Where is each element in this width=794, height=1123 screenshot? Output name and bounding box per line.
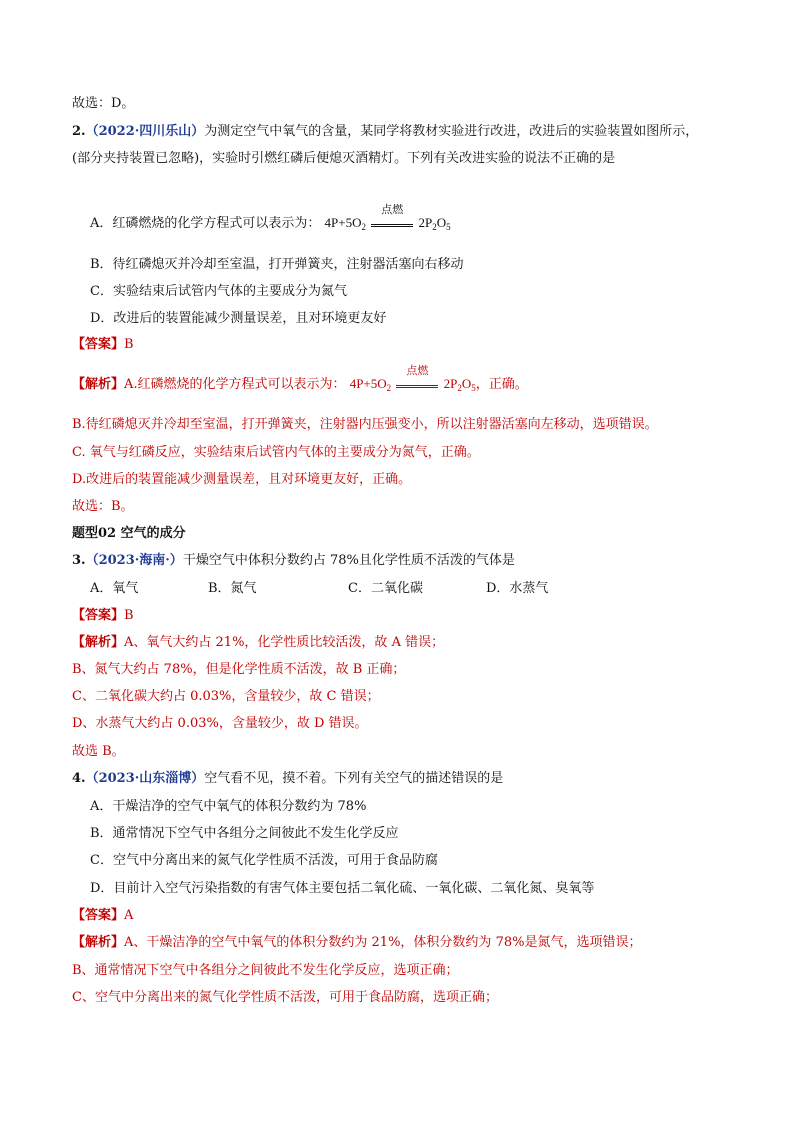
question-number: 4.	[72, 771, 86, 786]
question-3-analysis-b: B、氮气大约占 78%，但是化学性质不活泼，故 B 正确；	[72, 662, 406, 677]
question-text: 为测定空气中氧气的含量，某同学将教材实验进行改进，改进后的实验装置如图所示，	[204, 124, 699, 139]
chemical-equation	[324, 204, 451, 232]
subscript: 2	[361, 222, 366, 232]
question-3-answer	[72, 607, 134, 625]
answer-value: A	[124, 908, 134, 923]
question-2-option-c: C．实验结束后试管内气体的主要成分为氮气	[90, 284, 347, 299]
products: 2P	[418, 215, 433, 230]
subscript: 2	[457, 383, 462, 393]
question-source: （2023·山东淄博）	[85, 771, 205, 786]
question-number: 3.	[72, 553, 86, 568]
question-4-analysis-c: C、空气中分离出来的氮气化学性质不活泼，可用于食品防腐，选项正确；	[72, 990, 498, 1005]
section-heading: 题型02 空气的成分	[72, 526, 186, 541]
answer-label: 【答案】	[72, 608, 125, 623]
question-3-conclusion: 故选 B。	[72, 744, 125, 759]
question-3-analysis-c: C、二氧化碳大约占 0.03%，含量较少，故 C 错误；	[72, 689, 380, 704]
subscript: 5	[471, 383, 476, 393]
answer-label: 【答案】	[72, 337, 125, 352]
question-3-analysis-a	[72, 634, 444, 652]
question-source: （2022·四川乐山）	[85, 124, 205, 139]
products-o: O	[436, 215, 447, 230]
reactants: 4P+5O	[324, 215, 362, 230]
reactants: 4P+5O	[349, 376, 387, 391]
question-3-options	[90, 580, 548, 598]
option-c: C．二氧化碳	[348, 581, 423, 596]
answer-value: B	[124, 337, 134, 352]
question-2-option-d: D．改进后的装置能减少测量误差，且对环境更友好	[90, 311, 387, 326]
question-2-analysis-a	[72, 365, 528, 394]
question-number: 2.	[72, 124, 86, 139]
question-2-stem	[72, 123, 698, 141]
question-4-stem	[72, 770, 503, 788]
question-4-answer	[72, 907, 133, 925]
analysis-text: A、氧气大约占 21%，化学性质比较活泼，故 A 错误；	[124, 635, 445, 650]
reaction-condition	[396, 365, 438, 388]
prev-answer-end: 故选：D。	[72, 96, 135, 111]
question-2-answer	[72, 336, 134, 354]
equation-bar	[396, 385, 438, 388]
question-4-option-d: D．目前计入空气污染指数的有害气体主要包括二氧化硫、一氧化碳、二氧化氮、臭氧等	[90, 881, 595, 896]
analysis-label: 【解析】	[72, 377, 125, 392]
question-4-option-a: A．干燥洁净的空气中氧气的体积分数约为 78%	[90, 799, 367, 814]
analysis-tail: ，正确。	[475, 377, 528, 392]
question-2-option-b: B．待红磷熄灭并冷却至室温，打开弹簧夹，注射器活塞向右移动	[90, 257, 464, 272]
option-b: B．氮气	[208, 581, 257, 596]
question-4-option-c: C．空气中分离出来的氮气化学性质不活泼，可用于食品防腐	[90, 853, 438, 868]
question-2-conclusion: 故选：B。	[72, 499, 134, 514]
condition-label: 点燃	[406, 365, 429, 377]
question-2-analysis-d: D.改进后的装置能减少测量误差，且对环境更友好，正确。	[72, 472, 412, 487]
chemical-equation	[349, 365, 476, 393]
option-text: A．红磷燃烧的化学方程式可以表示为：	[90, 216, 321, 231]
subscript: 2	[432, 222, 437, 232]
question-2-stem-cont: (部分夹持装置已忽略)，实验时引燃红磷后便熄灭酒精灯。下列有关改进实验的说法不正确的是	[72, 151, 616, 166]
products: 2P	[443, 376, 458, 391]
answer-label: 【答案】	[72, 908, 125, 923]
reaction-condition	[371, 204, 413, 227]
analysis-text: A.红磷燃烧的化学方程式可以表示为：	[124, 377, 346, 392]
option-a: A．氧气	[90, 581, 139, 596]
question-text: 干燥空气中体积分数约占 78%且化学性质不活泼的气体是	[182, 553, 515, 568]
option-d: D．水蒸气	[486, 581, 549, 596]
question-4-option-b: B．通常情况下空气中各组分之间彼此不发生化学反应	[90, 826, 399, 841]
condition-label: 点燃	[381, 204, 404, 216]
question-4-analysis-b: B、通常情况下空气中各组分之间彼此不发生化学反应，选项正确；	[72, 963, 459, 978]
equation-bar	[371, 224, 413, 227]
question-source: （2023·海南·）	[85, 553, 183, 568]
answer-value: B	[124, 608, 134, 623]
question-2-analysis-b: B.待红磷熄灭并冷却至室温，打开弹簧夹，注射器内压强变小，所以注射器活塞向左移动，选项错误。	[72, 417, 658, 432]
question-text: 空气看不见，摸不着。下列有关空气的描述错误的是	[204, 771, 504, 786]
question-3-analysis-d: D、水蒸气大约占 0.03%，含量较少，故 D 错误。	[72, 716, 368, 731]
analysis-label: 【解析】	[72, 935, 125, 950]
analysis-label: 【解析】	[72, 635, 125, 650]
question-2-option-a	[90, 204, 451, 233]
analysis-text: A、干燥洁净的空气中氧气的体积分数约为 21%，体积分数约为 78%是氮气，选项错误；	[124, 935, 642, 950]
products-o: O	[461, 376, 472, 391]
question-4-analysis-a	[72, 934, 641, 952]
question-3-stem	[72, 552, 515, 570]
subscript: 2	[386, 383, 392, 393]
question-2-analysis-c: C. 氧气与红磷反应，实验结束后试管内气体的主要成分为氮气，正确。	[72, 445, 480, 460]
subscript: 5	[446, 222, 451, 232]
